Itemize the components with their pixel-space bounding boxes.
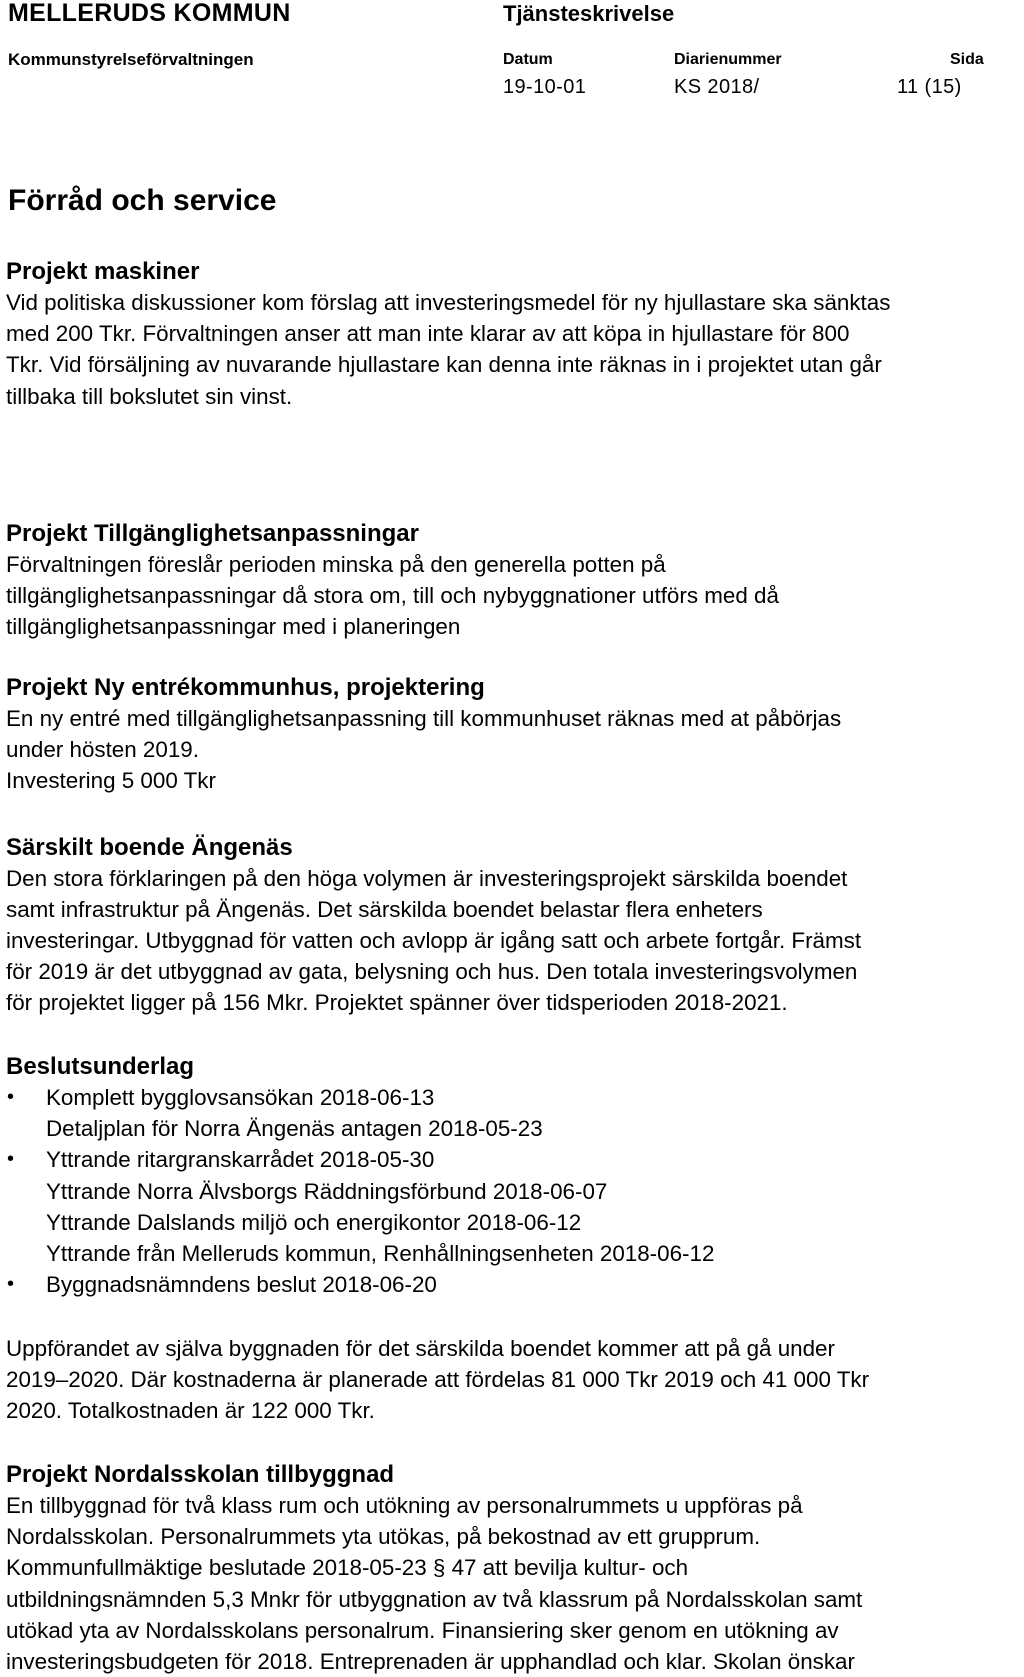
project-text <box>6 287 1020 412</box>
bullet-icon: • <box>7 1273 15 1296</box>
project-heading: Projekt Nordalsskolan tillbyggnad <box>6 1461 395 1488</box>
text-line: för 2019 är det utbyggnad av gata, belysning och hus. Den totala investeringsvolymen <box>6 959 858 984</box>
text-line: Vid politiska diskussioner kom förslag att investeringsmedel för ny hjullastare ska sänktas <box>6 290 891 315</box>
project-text <box>6 863 1020 1018</box>
decision-basis-heading: Beslutsunderlag <box>6 1053 195 1080</box>
list-item-text: Yttrande ritargranskarrådet 2018-05-30 <box>46 1147 435 1173</box>
list-item-text: Yttrande från Melleruds kommun, Renhållningsenheten 2018-06-12 <box>46 1241 715 1267</box>
project-special-housing <box>6 832 1020 1018</box>
page-label: Sida <box>950 51 984 68</box>
text-line: Kommunfullmäktige beslutade 2018-05-23 § 47 att bevilja kultur- och <box>6 1555 689 1581</box>
project-heading: Särskilt boende Ängenäs <box>6 834 293 861</box>
text-line: tillgänglighetsanpassningar då stora om, till och nybyggnationer utförs med då <box>6 583 779 609</box>
reference-label: Diarienummer <box>674 51 782 68</box>
document-type: Tjänsteskrivelse <box>503 1 675 26</box>
project-text <box>6 703 1020 797</box>
project-machines <box>6 256 1020 412</box>
text-line: 2020. Totalkostnaden är 122 000 Tkr. <box>6 1398 375 1424</box>
reference-value: KS 2018/ <box>674 76 760 98</box>
text-line: utbildningsnämnden 5,3 Mnkr för utbyggnation av två klassrum på Nordalsskolan samt <box>6 1586 863 1612</box>
text-line: under hösten 2019. <box>6 737 199 763</box>
text-line: samt infrastruktur på Ängenäs. Det särskilda boendet belastar flera enheters <box>6 897 763 922</box>
project-heading: Projekt Tillgänglighetsanpassningar <box>6 520 419 547</box>
organization-name: MELLERUDS KOMMUN <box>8 0 291 27</box>
bullet-icon: • <box>7 1148 15 1171</box>
list-item-text: Yttrande Dalslands miljö och energikontor 2018-06-12 <box>46 1209 582 1235</box>
project-heading: Projekt maskiner <box>6 258 200 285</box>
text-line: Tkr. Vid försäljning av nuvarande hjullastare kan denna inte räknas in i projektet utan går <box>6 352 882 378</box>
text-line: Nordalsskolan. Personalrummets yta utökas, på bekostnad av ett grupprum. <box>6 1524 761 1550</box>
list-item-text: Detaljplan för Norra Ängenäs antagen 2018-05-23 <box>46 1116 543 1142</box>
project-text <box>6 549 1020 643</box>
page-number: 11 (15) <box>897 76 962 98</box>
list-item <box>6 1082 1020 1144</box>
list-item <box>6 1144 1020 1269</box>
text-line: tillbaka till bokslutet sin vinst. <box>6 383 293 409</box>
text-line: Den stora förklaringen på den höga volymen är investeringsprojekt särskilda boendet <box>6 866 848 891</box>
list-item <box>6 1269 1020 1300</box>
date-label: Datum <box>503 51 553 68</box>
bullet-icon: • <box>7 1086 15 1108</box>
project-new-entrance <box>6 672 1020 797</box>
section-title: Förråd och service <box>8 184 277 217</box>
text-line: investeringsbudgeten för 2018. Entreprenaden är upphandlad och klar. Skolan önskar <box>6 1649 855 1675</box>
text-line: En ny entré med tillgänglighetsanpassning till kommunhuset räknas med at påbörjas <box>6 706 842 731</box>
decision-basis-list <box>6 1082 1020 1300</box>
project-accessibility <box>6 518 1020 643</box>
text-line: En tillbyggnad för två klass rum och utökning av personalrummets u uppföras på <box>6 1493 803 1518</box>
text-line: Uppförandet av själva byggnaden för det särskilda boendet kommer att på gå under <box>6 1336 835 1361</box>
department-name: Kommunstyrelseförvaltningen <box>8 50 254 69</box>
paragraph-text <box>6 1333 1020 1427</box>
project-nordalsskolan <box>6 1459 1020 1677</box>
text-line: investeringar. Utbyggnad för vatten och avlopp är igång satt och arbete fortgår. Främst <box>6 928 862 953</box>
text-line: 2019–2020. Där kostnaderna är planerade att fördelas 81 000 Tkr 2019 och 41 000 Tkr <box>6 1367 870 1393</box>
text-line: för projektet ligger på 156 Mkr. Projektet spänner över tidsperioden 2018-2021. <box>6 990 788 1015</box>
text-line: Investering 5 000 Tkr <box>6 768 216 794</box>
text-line: utökad yta av Nordalsskolans personalrum. Finansiering sker genom en utökning av <box>6 1617 839 1643</box>
list-item-text: Komplett bygglovsansökan 2018-06-13 <box>46 1085 435 1110</box>
date-value: 19-10-01 <box>503 76 587 98</box>
construction-paragraph <box>6 1333 1020 1427</box>
text-line: Förvaltningen föreslår perioden minska på den generella potten på <box>6 552 666 577</box>
text-line: med 200 Tkr. Förvaltningen anser att man inte klarar av att köpa in hjullastare för 800 <box>6 321 850 347</box>
project-text <box>6 1490 1020 1677</box>
list-item-text: Yttrande Norra Älvsborgs Räddningsförbund 2018-06-07 <box>46 1178 608 1204</box>
text-line: tillgänglighetsanpassningar med i planeringen <box>6 614 461 640</box>
list-item-text: Byggnadsnämndens beslut 2018-06-20 <box>46 1272 437 1298</box>
decision-basis <box>6 1051 1020 1300</box>
project-heading: Projekt Ny entrékommunhus, projektering <box>6 674 485 701</box>
